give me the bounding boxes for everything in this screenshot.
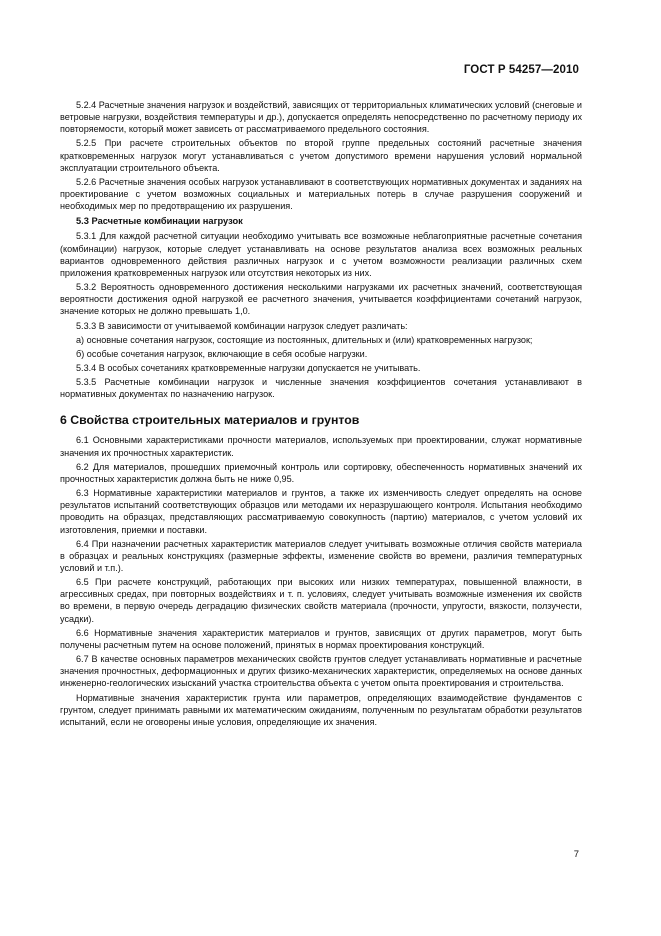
- paragraph-5-3-4: 5.3.4 В особых сочетаниях кратковременные нагрузки допускается не учитывать.: [76, 362, 421, 373]
- page-number: 7: [573, 849, 579, 860]
- document-header-code: ГОСТ Р 54257—2010: [463, 64, 579, 76]
- paragraph-5-2-4: 5.2.4 Расчетные значения нагрузок и воздействий, зависящих от территориальных климатических условий (снеговые и ветровые нагрузки, воздействия температуры и др.), допускается определять непосредственно по расчетному периоду их повторяемости, который может зависеть от рассматриваемого предельного состояния.: [60, 100, 582, 135]
- document-body: [60, 99, 582, 730]
- paragraph-6-3: 6.3 Нормативные характеристики материалов и грунтов, а также их изменчивость следует определять на основе результатов испытаний соответствующих образцов или методами их неразрушающего контроля. Испытания необходимо проводить на образцах, представляющих рассматриваемую совокупность (партию) материалов, с учетом условий их изготовления, приемки и поставки.: [60, 488, 582, 535]
- paragraph-5-3-2: 5.3.2 Вероятность одновременного достижения несколькими нагрузками их расчетных значений, соответствующая вероятности достижения одной нагрузкой ее расчетного значения, учитывается коэффициентами сочетаний нагрузок, значение которых не должно превышать 1,0.: [60, 282, 582, 317]
- paragraph-6-1: 6.1 Основными характеристиками прочности материалов, используемых при проектировании, служат нормативные значения их прочностных характеристик.: [60, 435, 582, 458]
- paragraph-6-7: 6.7 В качестве основных параметров механических свойств грунтов следует устанавливать нормативные и расчетные значения прочностных, деформационных и других физико-механических характеристик, определяемых на основе данных инженерно-геологических изысканий участка строительства объекта с учетом опыта проектирования и строительства.: [60, 654, 582, 689]
- subsection-heading-5-3: 5.3 Расчетные комбинации нагрузок: [76, 216, 243, 227]
- paragraph-6-7-continued: Нормативные значения характеристик грунта или параметров, определяющих взаимодействие фундаментов с грунтом, следует принимать равными их математическим ожиданиям, полученным по результатам обработки результатов испытаний, если не оговорены иные условия, определяющие их значения.: [60, 692, 582, 727]
- paragraph-6-6: 6.6 Нормативные значения характеристик материалов и грунтов, зависящих от других параметров, могут быть получены расчетным путем на основе положений, принятых в нормах проектирования конструкций.: [60, 627, 582, 650]
- paragraph-6-2: 6.2 Для материалов, прошедших приемочный контроль или сортировку, обеспеченность нормативных значений их прочностных характеристик должна быть не ниже 0,95.: [60, 461, 582, 484]
- list-item-a: а) основные сочетания нагрузок, состоящие из постоянных, длительных и (или) кратковременных нагрузок;: [76, 334, 533, 345]
- paragraph-5-2-6: 5.2.6 Расчетные значения особых нагрузок устанавливают в соответствующих нормативных документах и заданиях на проектирование с учетом возможных социальных и материальных потерь в случае разрушения сооружений и необходимых мер по предотвращению их разрушения.: [60, 176, 582, 212]
- paragraph-6-4: 6.4 При назначении расчетных характеристик материалов следует учитывать возможные отличия свойств материала в образцах и реальных конструкциях (размерные эффекты, изменение свойств во времени, различия температурных условий и т.п.).: [60, 538, 582, 573]
- paragraph-5-2-5: 5.2.5 При расчете строительных объектов по второй группе предельных состояний расчетные значения кратковременных нагрузок могут устанавливаться с учетом допустимого времени нарушения условий нормальной эксплуатации строительного объекта.: [60, 138, 582, 173]
- paragraph-6-5: 6.5 При расчете конструкций, работающих при высоких или низких температурах, повышенной влажности, в агрессивных средах, при повторных воздействиях и т. п. условиях, следует учитывать возможные изменения их свойств во времени, в первую очередь деградацию физических свойств материала (прочности, упругости, вязкости, ползучести, усадки).: [60, 577, 582, 624]
- section-heading-6: 6 Свойства строительных материалов и грунтов: [60, 413, 360, 428]
- list-item-b: б) особые сочетания нагрузок, включающие в себя особые нагрузки.: [76, 348, 368, 359]
- paragraph-5-3-3: 5.3.3 В зависимости от учитываемой комбинации нагрузок следует различать:: [76, 320, 408, 331]
- paragraph-5-3-5: 5.3.5 Расчетные комбинации нагрузок и численные значения коэффициентов сочетания устанавливают в нормативных документах по назначению нагрузок.: [60, 377, 582, 400]
- paragraph-5-3-1: 5.3.1 Для каждой расчетной ситуации необходимо учитывать все возможные неблагоприятные расчетные сочетания (комбинации) нагрузок, которые следует устанавливать на основе результатов анализа всех возможных реальных вариантов одновременного действия различных нагрузок и с учетом возможности реализации различных схем приложения кратковременных нагрузок или отсутствия некоторых из них.: [60, 231, 582, 278]
